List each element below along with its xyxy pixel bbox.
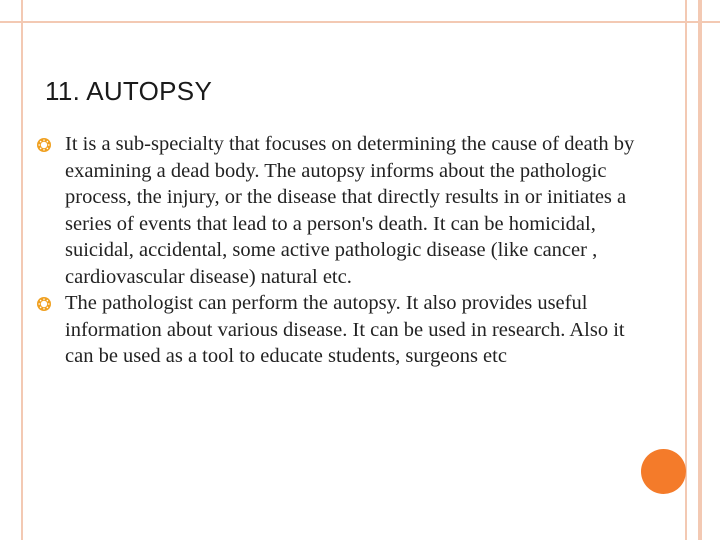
bullet-text-1: It is a sub-specialty that focuses on determining the cause of death by examining a dead body. The autopsy informs about the pathologic process, the injury, or the disease that directly results in or initiates a series of events that lead to a person's death. It can be homicidal, suicidal, accidental, some active pathologic disease (like cancer , cardiovascular disease) natural etc. (65, 133, 635, 288)
slide-content (36, 131, 646, 370)
right-border-line-thick (698, 0, 702, 540)
orange-circle-decoration (641, 449, 686, 494)
left-border-decoration (0, 0, 23, 540)
top-border-decoration (0, 0, 720, 23)
bullet-item-2 (36, 290, 646, 370)
right-border-line-thin (685, 0, 687, 540)
bullet-text-2: The pathologist can perform the autopsy. It also provides useful information about various disease. It can be used in research. Also it can be used as a tool to educate students, surgeons etc (65, 292, 625, 367)
sun-bullet-icon (36, 137, 52, 153)
sun-bullet-icon (36, 296, 52, 312)
slide-title: 11. AUTOPSY (45, 76, 213, 106)
bullet-item-1 (36, 131, 646, 290)
